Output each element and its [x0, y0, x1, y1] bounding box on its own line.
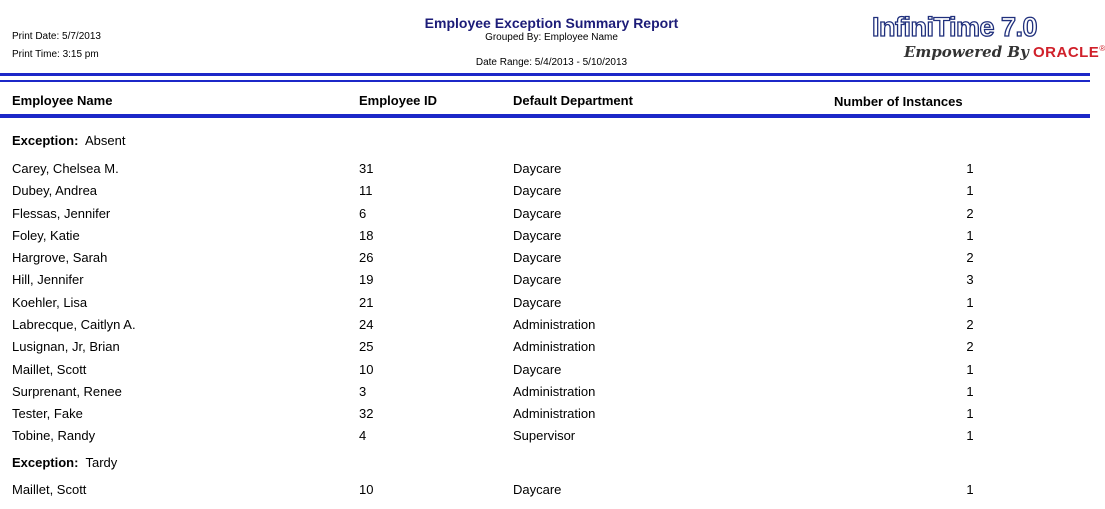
- cell-employee-name: Dubey, Andrea: [12, 183, 98, 198]
- column-header-instances: Number of Instances: [834, 94, 963, 109]
- cell-employee-id: 18: [359, 228, 374, 243]
- cell-instances: 1: [966, 362, 974, 377]
- cell-instances: 2: [966, 250, 974, 265]
- cell-employee-name: Maillet, Scott: [12, 362, 87, 377]
- table-row: [0, 295, 1090, 317]
- table-row: [0, 428, 1090, 450]
- table-row: [0, 482, 1090, 504]
- cell-department: Daycare: [513, 161, 562, 176]
- cell-employee-id: 10: [359, 362, 374, 377]
- date-range: Date Range: 5/4/2013 - 5/10/2013: [475, 57, 628, 68]
- cell-employee-name: Flessas, Jennifer: [12, 206, 111, 221]
- table-row: [0, 183, 1090, 205]
- header-rule-bottom: [0, 80, 1090, 82]
- group-label: Exception:: [12, 133, 79, 148]
- grouped-by: Grouped By: Employee Name: [485, 32, 618, 43]
- cell-employee-id: 19: [359, 272, 374, 287]
- table-row: [0, 228, 1090, 250]
- table-row: [0, 384, 1090, 406]
- cell-instances: 2: [966, 206, 974, 221]
- column-header-name: Employee Name: [12, 93, 113, 108]
- cell-employee-name: Hill, Jennifer: [12, 272, 84, 287]
- cell-department: Daycare: [513, 183, 562, 198]
- logo-wordmark: InfiniTime 7.0: [872, 12, 1038, 42]
- logo-brand: ORACLE: [1032, 44, 1100, 61]
- cell-instances: 1: [966, 183, 974, 198]
- cell-employee-id: 26: [359, 250, 374, 265]
- logo-tagline-text: Empowered By: [904, 43, 1029, 61]
- cell-employee-id: 25: [359, 339, 374, 354]
- table-row: [0, 206, 1090, 228]
- group-value: Tardy: [85, 455, 118, 470]
- report-title: Employee Exception Summary Report: [424, 15, 679, 31]
- cell-employee-name: Labrecque, Caitlyn A.: [12, 317, 136, 332]
- print-time: Print Time: 3:15 pm: [12, 49, 99, 60]
- cell-instances: 2: [966, 317, 974, 332]
- group-label: Exception:: [12, 455, 79, 470]
- table-row: [0, 250, 1090, 272]
- header-rule-top: [0, 73, 1090, 76]
- table-row: [0, 161, 1090, 183]
- cell-instances: 1: [966, 295, 974, 310]
- cell-instances: 1: [966, 406, 974, 421]
- cell-instances: 2: [966, 339, 974, 354]
- cell-instances: 1: [966, 161, 974, 176]
- cell-employee-id: 32: [359, 406, 374, 421]
- cell-employee-id: 10: [359, 482, 374, 497]
- cell-employee-id: 6: [359, 206, 367, 221]
- table-row: [0, 406, 1090, 428]
- table-row: [0, 362, 1090, 384]
- cell-department: Administration: [513, 406, 596, 421]
- table-row: [0, 317, 1090, 339]
- column-header-department: Default Department: [513, 93, 633, 108]
- cell-employee-id: 31: [359, 161, 374, 176]
- infinitime-logo: [866, 12, 1105, 68]
- cell-department: Daycare: [513, 295, 562, 310]
- cell-department: Administration: [513, 339, 596, 354]
- cell-employee-name: Hargrove, Sarah: [12, 250, 108, 265]
- cell-department: Daycare: [513, 482, 562, 497]
- cell-employee-id: 4: [359, 428, 367, 443]
- cell-department: Administration: [513, 384, 596, 399]
- group-value: Absent: [84, 133, 126, 148]
- cell-instances: 1: [966, 384, 974, 399]
- cell-employee-id: 24: [359, 317, 374, 332]
- logo-registered-mark: ®: [1099, 44, 1105, 53]
- cell-department: Daycare: [513, 362, 562, 377]
- group-header-absent: [12, 133, 125, 148]
- cell-employee-name: Foley, Katie: [12, 228, 80, 243]
- cell-employee-name: Tobine, Randy: [12, 428, 96, 443]
- column-header-rule: [0, 114, 1090, 118]
- cell-employee-name: Carey, Chelsea M.: [12, 161, 119, 176]
- table-row: [0, 272, 1090, 294]
- table-row: [0, 339, 1090, 361]
- cell-department: Daycare: [513, 228, 562, 243]
- cell-department: Daycare: [513, 250, 562, 265]
- cell-employee-name: Tester, Fake: [12, 406, 83, 421]
- cell-employee-id: 21: [359, 295, 374, 310]
- cell-employee-name: Maillet, Scott: [12, 482, 87, 497]
- cell-instances: 1: [966, 482, 974, 497]
- cell-employee-name: Koehler, Lisa: [12, 295, 88, 310]
- print-date: Print Date: 5/7/2013: [12, 31, 101, 42]
- cell-department: Supervisor: [513, 428, 576, 443]
- cell-instances: 1: [966, 428, 974, 443]
- cell-department: Daycare: [513, 206, 562, 221]
- cell-department: Administration: [513, 317, 596, 332]
- cell-instances: 1: [966, 228, 974, 243]
- logo-tagline: [904, 43, 1105, 61]
- cell-instances: 3: [966, 272, 974, 287]
- column-header-id: Employee ID: [359, 93, 438, 108]
- group-header-tardy: [12, 455, 117, 470]
- cell-employee-id: 3: [359, 384, 367, 399]
- cell-employee-name: Surprenant, Renee: [12, 384, 122, 399]
- cell-employee-id: 11: [359, 183, 373, 198]
- cell-department: Daycare: [513, 272, 562, 287]
- cell-employee-name: Lusignan, Jr, Brian: [12, 339, 120, 354]
